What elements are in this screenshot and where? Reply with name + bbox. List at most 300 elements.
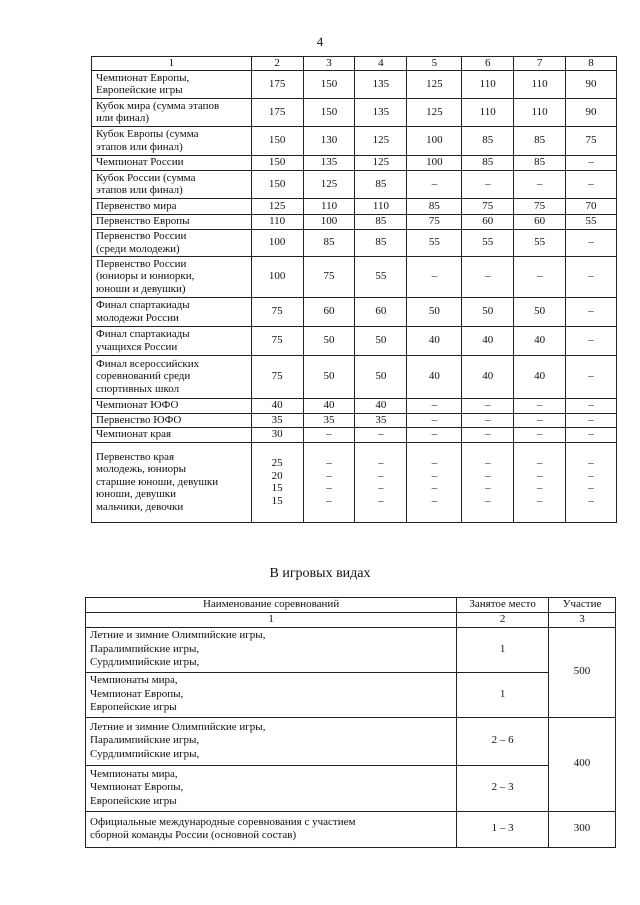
competition-name-line: (юниоры и юниорки,	[96, 270, 195, 283]
column-number: 6	[462, 57, 514, 71]
points-value: 85	[428, 199, 440, 212]
points-value: 50	[482, 305, 494, 318]
points-value: –	[588, 334, 594, 347]
points-value: 85	[375, 215, 387, 228]
competition-name-line: Первенство ЮФО	[96, 413, 182, 426]
points-value: 110	[531, 105, 548, 118]
competition-name-line: старшие юноши, девушки	[96, 475, 219, 488]
points-value: –	[378, 482, 384, 494]
points-value: –	[536, 177, 543, 190]
points-value: 40	[482, 370, 494, 383]
points-value: –	[431, 413, 438, 426]
column-number: 8	[566, 57, 617, 71]
competition-name-line: спортивных школ	[96, 382, 180, 395]
table-row	[86, 811, 616, 847]
competition-name	[92, 170, 252, 198]
points-cell	[355, 256, 407, 297]
points-value: 125	[426, 105, 443, 118]
table-row	[86, 717, 616, 765]
points-cell	[462, 326, 514, 355]
points-value: –	[588, 413, 594, 426]
points-value: 55	[585, 215, 597, 228]
points-value: –	[536, 270, 543, 283]
points-value: 150	[268, 134, 286, 147]
points-value: –	[588, 428, 594, 441]
competition-name	[86, 765, 457, 811]
points-value: 175	[268, 105, 286, 118]
points-value: –	[588, 399, 594, 412]
points-value: 125	[426, 77, 443, 90]
column-number: 4	[355, 57, 407, 71]
competition-name	[92, 198, 252, 214]
competition-name-line: Чемпионаты мира,	[90, 674, 178, 687]
points-value: –	[326, 428, 332, 441]
points-cell	[566, 170, 617, 198]
table-row	[92, 398, 617, 413]
competition-name-line: Первенство России	[96, 257, 187, 270]
competition-name	[92, 126, 252, 155]
competition-name-line: Чемпионат России	[96, 156, 184, 169]
table-row	[92, 198, 617, 214]
points-value: 110	[479, 105, 496, 118]
points-value: –	[588, 482, 594, 494]
table-row	[92, 170, 617, 198]
points-cell	[462, 126, 514, 155]
competition-name	[92, 326, 252, 355]
competition-name-line: Европейские игры	[96, 84, 183, 96]
column-number: 7	[514, 57, 566, 71]
points-cell	[514, 198, 566, 214]
points-cell	[462, 198, 514, 214]
points-cell	[566, 198, 617, 214]
table-row	[92, 326, 617, 355]
points-value: 135	[372, 77, 390, 90]
points-value: 40	[323, 399, 335, 412]
points-cell	[462, 155, 514, 170]
table-row	[86, 765, 616, 811]
points-value: 40	[375, 399, 387, 412]
place-cell: 1	[457, 627, 549, 672]
points-cell	[355, 413, 407, 427]
points-cell	[251, 170, 303, 198]
points-cell	[303, 413, 355, 427]
points-value: –	[484, 428, 491, 441]
competition-name-line: юноши, девушки	[96, 488, 176, 501]
column-header: Участие	[549, 598, 616, 613]
points-value: –	[484, 457, 491, 469]
points-cell	[514, 427, 566, 442]
points-cell	[251, 229, 303, 256]
competition-name-line: Первенство Европы	[96, 215, 190, 228]
page-number: 4	[316, 34, 324, 49]
points-cell	[566, 70, 617, 98]
points-value: –	[536, 457, 543, 469]
points-value: –	[536, 428, 543, 441]
points-value: 60	[375, 305, 387, 318]
points-value: –	[588, 236, 594, 249]
points-value: 40	[482, 334, 494, 347]
points-value: –	[431, 457, 438, 469]
points-cell	[355, 126, 407, 155]
points-cell	[514, 297, 566, 326]
competition-name-line: этапов или финал)	[96, 184, 183, 196]
points-value: 60	[534, 215, 546, 228]
points-cell	[566, 398, 617, 413]
competition-name-line: Кубок Европы (сумма	[96, 128, 199, 140]
competition-name-line: или финал)	[96, 112, 150, 124]
competition-name	[92, 70, 252, 98]
points-value: 110	[372, 199, 389, 212]
points-cell	[514, 214, 566, 229]
points-value: 50	[323, 370, 335, 383]
table-row	[92, 427, 617, 442]
points-cell	[303, 214, 355, 229]
points-value: 135	[372, 105, 390, 118]
points-value: –	[431, 469, 438, 482]
competition-name-line: юноши и девушки)	[96, 282, 186, 295]
points-value: 85	[375, 236, 387, 249]
points-cell	[303, 98, 355, 126]
points-value: 85	[534, 156, 546, 169]
points-value: –	[326, 469, 332, 482]
points-value: 35	[375, 413, 387, 426]
competition-name-line: Первенство края	[96, 450, 175, 463]
competition-name-line: Финал всероссийских	[96, 357, 200, 370]
points-cell	[514, 98, 566, 126]
points-value: –	[588, 305, 594, 318]
table-row	[92, 155, 617, 170]
place-cell: 2 – 6	[457, 717, 549, 765]
points-cell	[251, 98, 303, 126]
competition-name-line: Чемпионат Европы,	[90, 687, 184, 700]
points-cell	[251, 398, 303, 413]
points-cell	[566, 427, 617, 442]
participation-cell: 300	[549, 811, 616, 847]
points-cell	[566, 355, 617, 398]
column-number: 3	[549, 613, 616, 628]
points-cell	[355, 170, 407, 198]
competition-name	[86, 811, 457, 847]
place-cell: 1	[457, 672, 549, 717]
points-cell	[303, 126, 355, 155]
points-value: –	[378, 428, 384, 441]
ratings-table-team	[85, 597, 616, 848]
points-cell	[462, 256, 514, 297]
points-cell	[303, 297, 355, 326]
points-cell	[251, 326, 303, 355]
points-cell	[303, 355, 355, 398]
points-value: –	[484, 482, 491, 494]
competition-name-line: Первенство России	[96, 230, 187, 242]
competition-name-line: Финал спартакиады	[96, 299, 190, 311]
points-cell	[566, 126, 617, 155]
points-cell	[566, 442, 617, 522]
points-value: 35	[271, 413, 283, 426]
points-cell	[407, 326, 462, 355]
table-row	[92, 355, 617, 398]
points-cell	[355, 398, 407, 413]
competition-name-line: Первенство мира	[96, 199, 177, 212]
points-value: –	[378, 457, 384, 469]
points-cell	[566, 214, 617, 229]
competition-name-line: Паралимпийские игры,	[90, 642, 200, 655]
points-cell	[514, 355, 566, 398]
competition-name-line: Чемпионат Европы,	[90, 781, 184, 794]
points-value: –	[588, 469, 594, 482]
points-value: 20	[271, 469, 283, 482]
competition-name-line: Кубок мира (сумма этапов	[96, 99, 220, 112]
points-value: –	[536, 413, 543, 426]
column-number: 1	[86, 613, 457, 628]
competition-name-line: мальчики, девочки	[96, 500, 184, 513]
points-value: 75	[271, 370, 283, 383]
points-cell	[462, 442, 514, 522]
place-cell: 1 – 3	[457, 811, 549, 847]
competition-name	[86, 717, 457, 765]
points-value: –	[431, 494, 438, 507]
points-cell	[514, 229, 566, 256]
points-cell	[407, 398, 462, 413]
competition-name-line: сборной команды России (основной состав)	[90, 829, 297, 841]
points-cell	[407, 355, 462, 398]
points-value: 150	[320, 105, 338, 118]
points-value: –	[484, 413, 491, 426]
points-cell	[251, 413, 303, 427]
table-row	[92, 214, 617, 229]
points-cell	[251, 442, 303, 522]
column-number-row	[86, 613, 616, 628]
points-value: 40	[428, 334, 440, 347]
points-value: 50	[375, 370, 387, 383]
competition-name-line: молодежи России	[96, 311, 179, 324]
competition-name-line: Сурдлимпийские игры,	[90, 747, 200, 760]
points-cell	[462, 413, 514, 427]
points-cell	[303, 198, 355, 214]
points-value: 100	[268, 236, 286, 249]
points-value: –	[484, 469, 491, 482]
points-cell	[355, 229, 407, 256]
place-cell: 2 – 3	[457, 765, 549, 811]
points-cell	[407, 170, 462, 198]
points-value: –	[588, 494, 594, 507]
points-value: 90	[585, 105, 597, 118]
points-cell	[355, 355, 407, 398]
points-cell	[407, 98, 462, 126]
points-cell	[407, 126, 462, 155]
column-header: Наименование соревнований	[86, 598, 457, 613]
points-value: 85	[534, 134, 546, 147]
points-value: 110	[320, 199, 338, 212]
points-value: 110	[531, 77, 548, 90]
competition-name	[92, 256, 252, 297]
competition-name	[92, 413, 252, 427]
points-value: 110	[479, 77, 496, 90]
competition-name	[92, 297, 252, 326]
points-value: –	[588, 457, 594, 469]
competition-name-line: соревнований среди	[96, 370, 191, 383]
column-number: 3	[303, 57, 355, 71]
points-value: 15	[271, 494, 283, 507]
points-value: 100	[320, 215, 338, 228]
table-header-row	[92, 57, 617, 71]
points-value: 35	[323, 413, 335, 426]
competition-name	[92, 229, 252, 256]
competition-name	[92, 355, 252, 398]
points-value: –	[536, 494, 543, 507]
points-cell	[566, 326, 617, 355]
points-cell	[407, 198, 462, 214]
points-cell	[407, 214, 462, 229]
table-row	[86, 672, 616, 717]
points-value: –	[378, 469, 384, 482]
competition-name-line: учащихся России	[96, 340, 178, 353]
column-number: 2	[457, 613, 549, 628]
competition-name-line: молодежь, юниоры	[96, 463, 186, 476]
points-value: 15	[271, 482, 283, 494]
points-cell	[355, 297, 407, 326]
points-cell	[462, 427, 514, 442]
points-cell	[251, 198, 303, 214]
points-value: –	[588, 370, 594, 383]
points-value: –	[326, 494, 332, 507]
points-cell	[514, 126, 566, 155]
points-value: 50	[534, 305, 546, 318]
points-value: 75	[428, 215, 440, 228]
competition-name-line: Летние и зимние Олимпийские игры,	[90, 629, 266, 642]
points-cell	[462, 70, 514, 98]
points-value: –	[378, 494, 384, 507]
points-value: –	[431, 482, 438, 494]
points-value: 75	[323, 270, 335, 283]
competition-name-line: Финал спартакиады	[96, 328, 190, 340]
points-value: 50	[428, 305, 440, 318]
competition-name	[86, 627, 457, 672]
points-cell	[251, 126, 303, 155]
competition-name	[92, 155, 252, 170]
points-cell	[566, 256, 617, 297]
competition-name-line: Официальные международные соревнования с участием	[90, 815, 356, 828]
points-cell	[407, 413, 462, 427]
points-value: 110	[269, 215, 286, 228]
points-cell	[355, 155, 407, 170]
competition-name	[92, 398, 252, 413]
points-cell	[355, 427, 407, 442]
points-value: 85	[375, 177, 387, 190]
competition-name-line: этапов или финал)	[96, 140, 183, 153]
points-cell	[514, 70, 566, 98]
points-value: –	[484, 494, 491, 507]
column-header: Занятое место	[457, 598, 549, 613]
points-cell	[251, 256, 303, 297]
points-cell	[303, 229, 355, 256]
participation-cell: 500	[549, 627, 616, 717]
points-value: –	[588, 177, 594, 190]
points-cell	[303, 256, 355, 297]
points-cell	[566, 413, 617, 427]
points-value: –	[326, 482, 332, 494]
points-value: 150	[268, 156, 286, 169]
points-cell	[407, 297, 462, 326]
points-value: 175	[268, 77, 286, 90]
points-cell	[355, 98, 407, 126]
points-value: –	[431, 399, 438, 412]
points-cell	[251, 155, 303, 170]
table-row	[92, 70, 617, 98]
competition-name-line: Европейские игры	[90, 701, 177, 714]
points-value: –	[536, 469, 543, 482]
points-cell	[303, 326, 355, 355]
points-cell	[566, 297, 617, 326]
points-cell	[462, 398, 514, 413]
points-value: 100	[426, 156, 443, 169]
points-value: 75	[271, 305, 283, 318]
points-value: 40	[271, 399, 283, 412]
points-cell	[407, 442, 462, 522]
table-row	[92, 256, 617, 297]
points-cell	[355, 214, 407, 229]
points-value: 60	[482, 215, 494, 228]
points-cell	[303, 442, 355, 522]
points-value: 125	[372, 134, 390, 147]
points-value: 25	[271, 457, 283, 469]
points-cell	[251, 355, 303, 398]
points-value: –	[484, 270, 491, 283]
points-value: –	[588, 156, 594, 169]
competition-name	[92, 214, 252, 229]
points-cell	[514, 413, 566, 427]
table-row	[86, 627, 616, 672]
points-value: 40	[534, 334, 546, 347]
points-cell	[355, 70, 407, 98]
points-cell	[303, 427, 355, 442]
points-cell	[462, 98, 514, 126]
points-value: 75	[534, 199, 546, 212]
points-cell	[514, 398, 566, 413]
column-number: 1	[92, 57, 252, 71]
points-value: –	[326, 457, 332, 469]
points-value: –	[536, 399, 543, 412]
points-cell	[514, 442, 566, 522]
points-cell	[514, 256, 566, 297]
section-heading: В игровых видах	[269, 566, 371, 581]
points-cell	[462, 355, 514, 398]
points-value: 125	[372, 156, 390, 169]
points-cell	[566, 155, 617, 170]
participation-cell: 400	[549, 717, 616, 811]
competition-name-line: Сурдлимпийские игры,	[90, 656, 200, 669]
points-value: –	[431, 270, 438, 283]
points-value: –	[431, 177, 438, 190]
points-value: 150	[268, 177, 286, 190]
points-value: 85	[482, 156, 494, 169]
table-row	[92, 98, 617, 126]
ratings-table-individual	[91, 56, 617, 523]
table-row	[92, 442, 617, 522]
points-cell	[566, 229, 617, 256]
points-value: 55	[375, 270, 387, 283]
points-value: 60	[323, 305, 335, 318]
column-number: 2	[251, 57, 303, 71]
table-row	[92, 126, 617, 155]
points-value: 100	[268, 270, 286, 283]
points-value: –	[484, 177, 491, 190]
points-cell	[566, 98, 617, 126]
points-value: 130	[320, 134, 338, 147]
points-value: –	[588, 270, 594, 283]
points-value: –	[484, 399, 491, 412]
points-value: 55	[534, 236, 546, 249]
competition-name-line: Европейские игры	[90, 794, 177, 807]
